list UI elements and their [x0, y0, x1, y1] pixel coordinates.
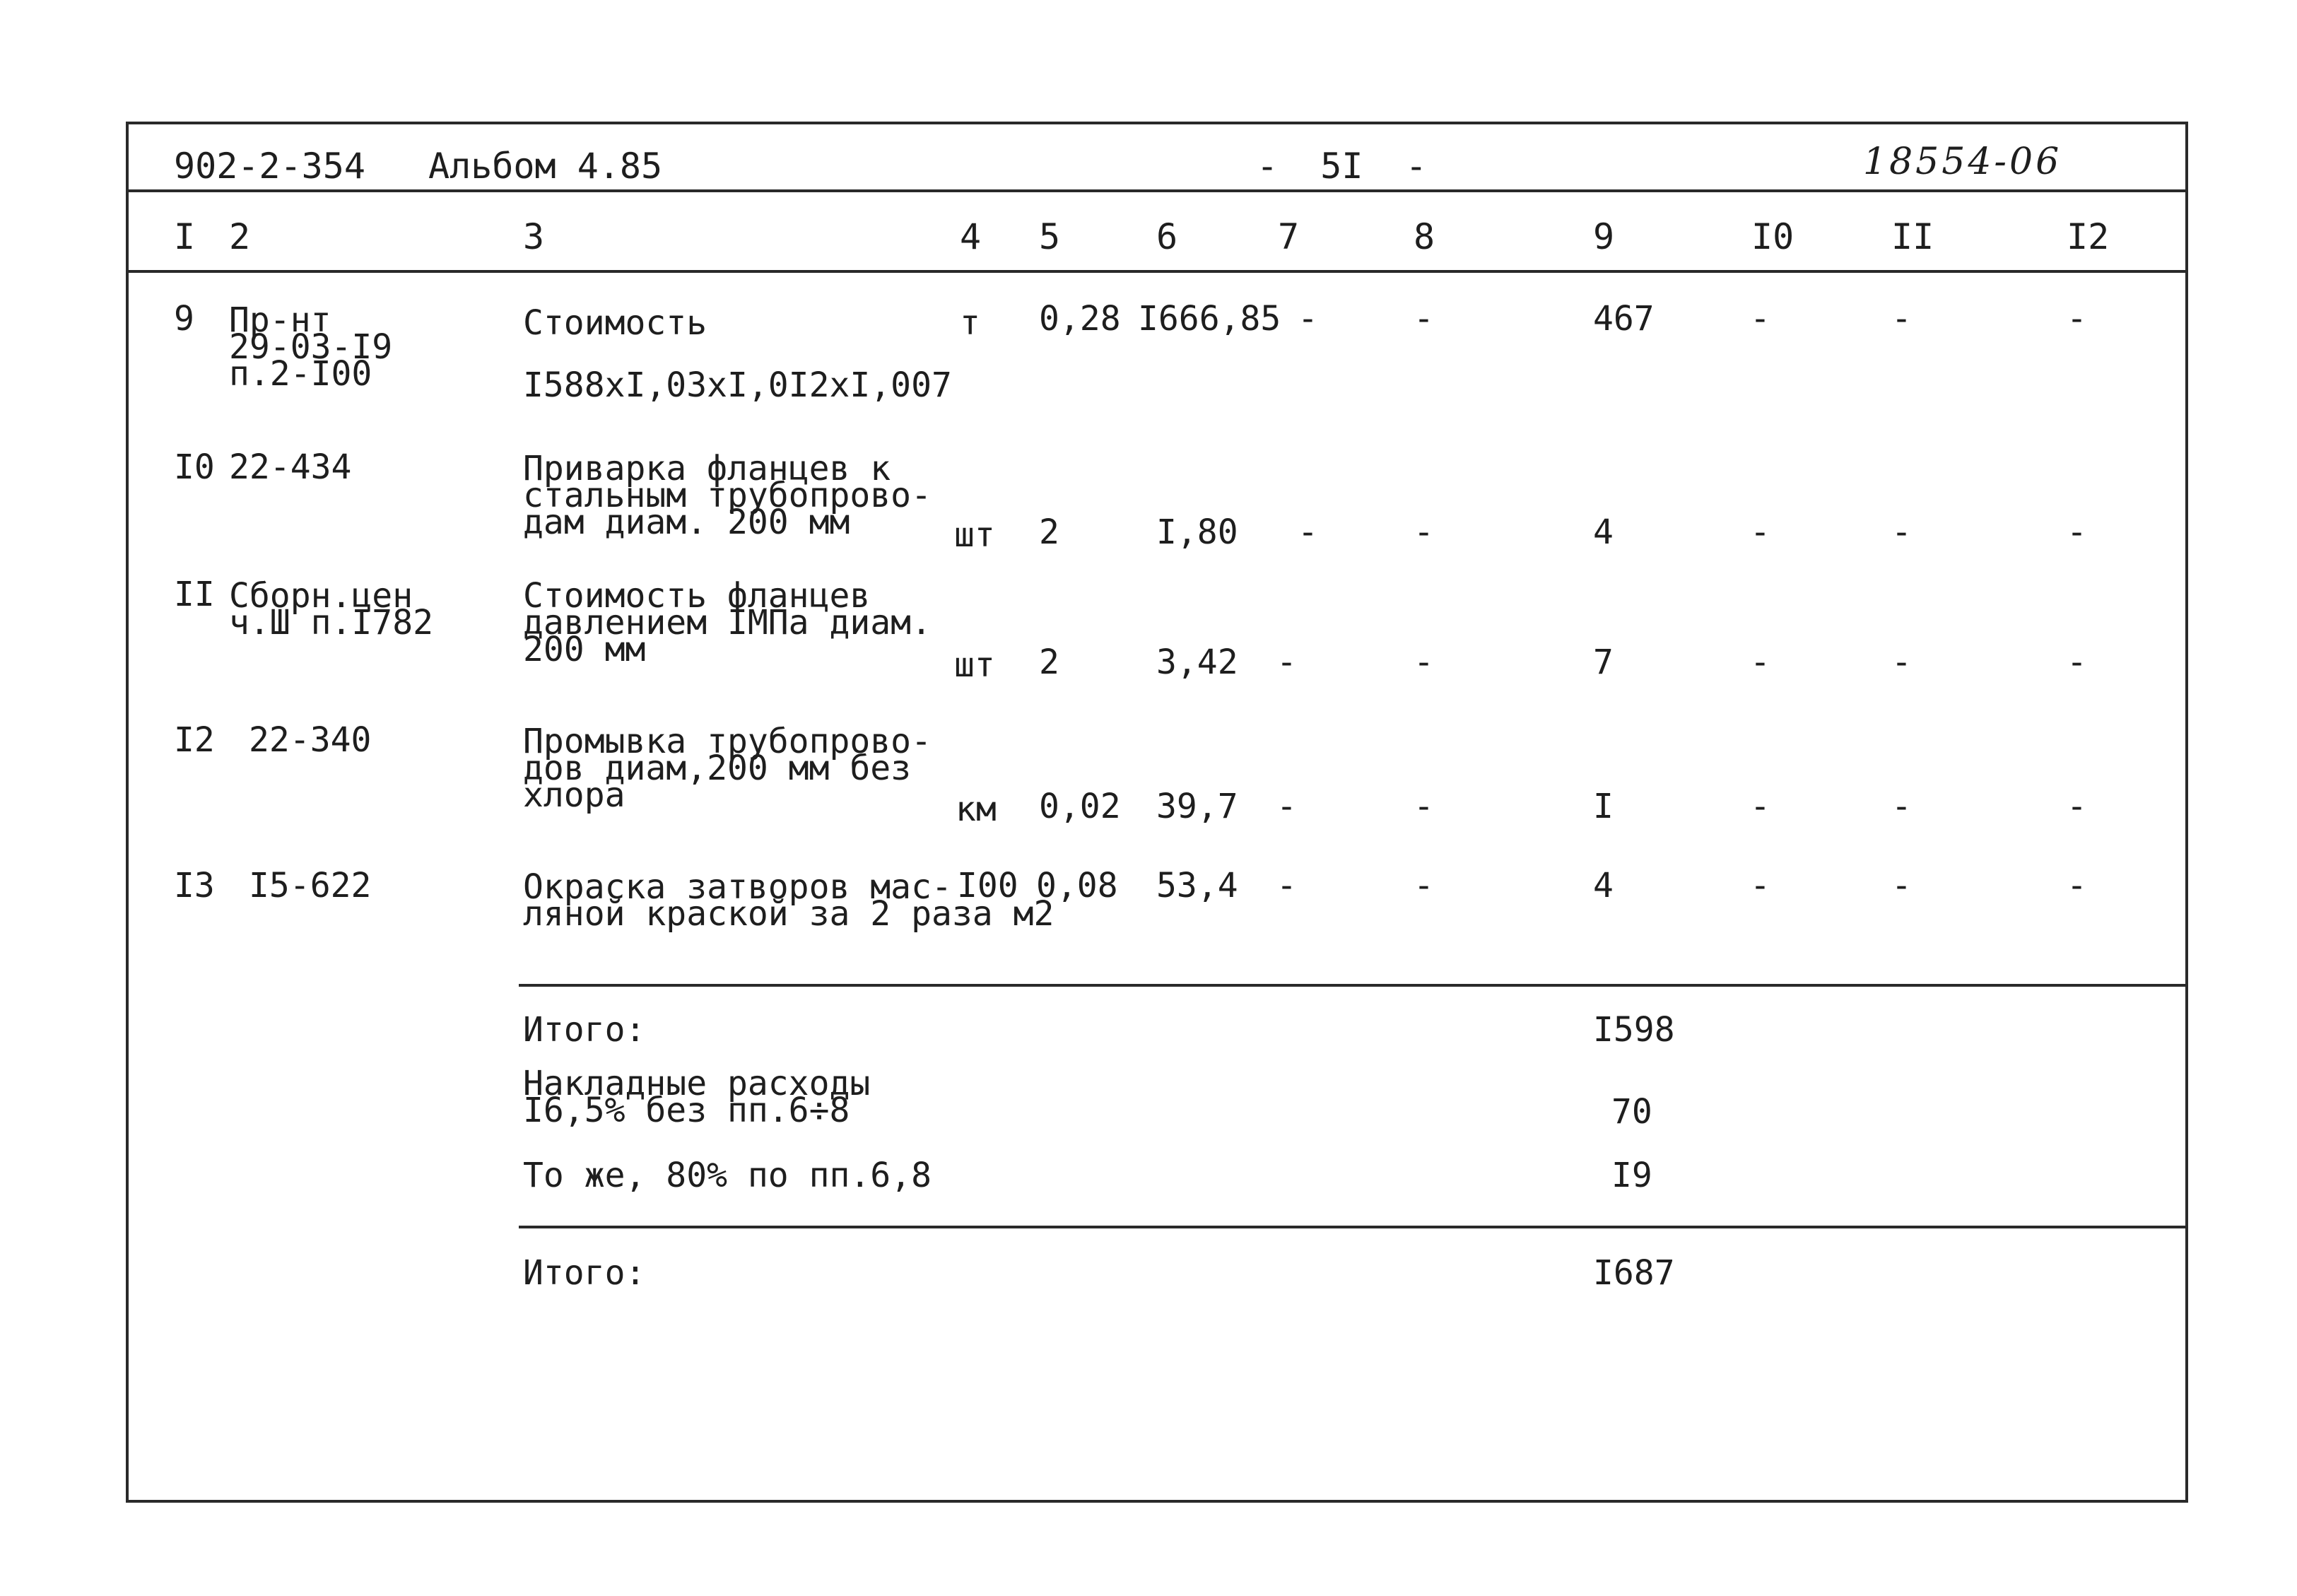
column-header-6: 6: [1156, 216, 1178, 257]
column-header-12: I2: [2067, 216, 2110, 257]
row-unit: шт: [954, 515, 995, 555]
column-header-1: I: [174, 216, 196, 257]
row-qty: 2: [1039, 512, 1059, 552]
column-header-rule: [126, 270, 2185, 273]
row-col10: -: [1750, 642, 1770, 682]
row-price: 53,4: [1156, 866, 1238, 905]
row-code: Сборн.цен ч.Ш п.I782: [229, 576, 433, 642]
row-col8: -: [1414, 299, 1434, 339]
column-header-4: 4: [960, 216, 982, 257]
row-col12: -: [2067, 512, 2087, 552]
row-col11: -: [1891, 787, 1912, 826]
column-header-7: 7: [1278, 216, 1300, 257]
same-label: То же, 80% по пп.6,8: [523, 1156, 932, 1195]
row-price: I666,85: [1138, 299, 1281, 339]
subtotal-value: I598: [1593, 1010, 1675, 1050]
row-col7: -: [1276, 642, 1297, 682]
row-qty: 2: [1039, 642, 1059, 682]
column-header-10: I0: [1751, 216, 1794, 257]
row-price: 39,7: [1156, 787, 1238, 826]
row-qty: 0,08: [1036, 866, 1118, 905]
row-col8: -: [1414, 642, 1434, 682]
row-number: I3: [174, 866, 215, 905]
row-col11: -: [1891, 866, 1912, 905]
row-col12: -: [2067, 866, 2087, 905]
row-col11: -: [1891, 512, 1912, 552]
row-unit: шт: [954, 645, 995, 685]
row-name: Промывка трубопрово- дов диам,200 мм без хлора: [523, 722, 932, 815]
row-col12: -: [2067, 299, 2087, 339]
column-header-8: 8: [1414, 216, 1435, 257]
subtotal-rule: [519, 984, 2185, 987]
row-total: 4: [1593, 512, 1614, 552]
row-col8: -: [1414, 512, 1434, 552]
row-total: I: [1593, 787, 1614, 826]
row-code: Пр-нт 29-03-I9 п.2-I00: [229, 300, 393, 394]
total-rule: [519, 1226, 2185, 1228]
row-col10: -: [1750, 787, 1770, 826]
row-col7: -: [1298, 299, 1318, 339]
row-name: Стоимость фланцев давлением IМПа диам. 200 мм: [523, 576, 932, 669]
same-value: I9: [1611, 1156, 1652, 1195]
row-qty: 0,02: [1039, 787, 1121, 826]
row-col10: -: [1750, 299, 1770, 339]
row-col7: -: [1276, 787, 1297, 826]
row-code: 22-434: [229, 447, 352, 487]
row-unit: I00: [957, 866, 1018, 905]
total-label: Итого:: [523, 1253, 646, 1293]
row-col7: -: [1298, 512, 1318, 552]
row-total: 467: [1593, 299, 1655, 339]
total-value: I687: [1593, 1253, 1675, 1293]
row-number: 9: [174, 299, 194, 339]
row-total: 4: [1593, 866, 1614, 905]
column-header-11: II: [1891, 216, 1934, 257]
row-col7: -: [1276, 866, 1297, 905]
row-name: Приварка фланцев к стальным трубопрово- дам диам. 200 мм: [523, 449, 932, 542]
column-header-5: 5: [1039, 216, 1061, 257]
row-col11: -: [1891, 299, 1912, 339]
row-col10: -: [1750, 866, 1770, 905]
row-name: Стоимость: [523, 303, 707, 343]
page-number: - 5I -: [1257, 146, 1427, 187]
row-col12: -: [2067, 642, 2087, 682]
overhead-value: 70: [1611, 1092, 1652, 1132]
row-price: 3,42: [1156, 642, 1238, 682]
row-name-extra: I588xI,03xI,0I2xI,007: [523, 365, 952, 405]
row-col8: -: [1414, 866, 1434, 905]
row-name: Окраска затворов мас- ляной краской за 2 раза м2: [523, 867, 1054, 934]
row-total: 7: [1593, 642, 1614, 682]
subtotal-label: Итого:: [523, 1010, 646, 1050]
row-number: I0: [174, 447, 215, 487]
row-unit: т: [960, 303, 980, 343]
row-number: II: [174, 575, 215, 614]
column-header-3: 3: [523, 216, 545, 257]
row-number: I2: [174, 720, 215, 760]
column-header-2: 2: [229, 216, 251, 257]
project-code: 902-2-354: [174, 146, 365, 187]
handwritten-reference: 18554-06: [1863, 141, 2062, 183]
header-rule: [126, 189, 2185, 192]
row-code: 22-340: [249, 720, 372, 760]
column-header-9: 9: [1593, 216, 1615, 257]
row-unit: км: [956, 790, 997, 829]
overhead-label: Накладные расходы I6,5% без пп.6÷8: [523, 1064, 871, 1130]
row-col11: -: [1891, 642, 1912, 682]
row-col10: -: [1750, 512, 1770, 552]
row-qty: 0,28: [1039, 299, 1121, 339]
row-price: I,80: [1156, 512, 1238, 552]
row-col12: -: [2067, 787, 2087, 826]
album-label: Альбом 4.85: [428, 146, 663, 187]
row-code: I5-622: [249, 866, 372, 905]
row-col8: -: [1414, 787, 1434, 826]
